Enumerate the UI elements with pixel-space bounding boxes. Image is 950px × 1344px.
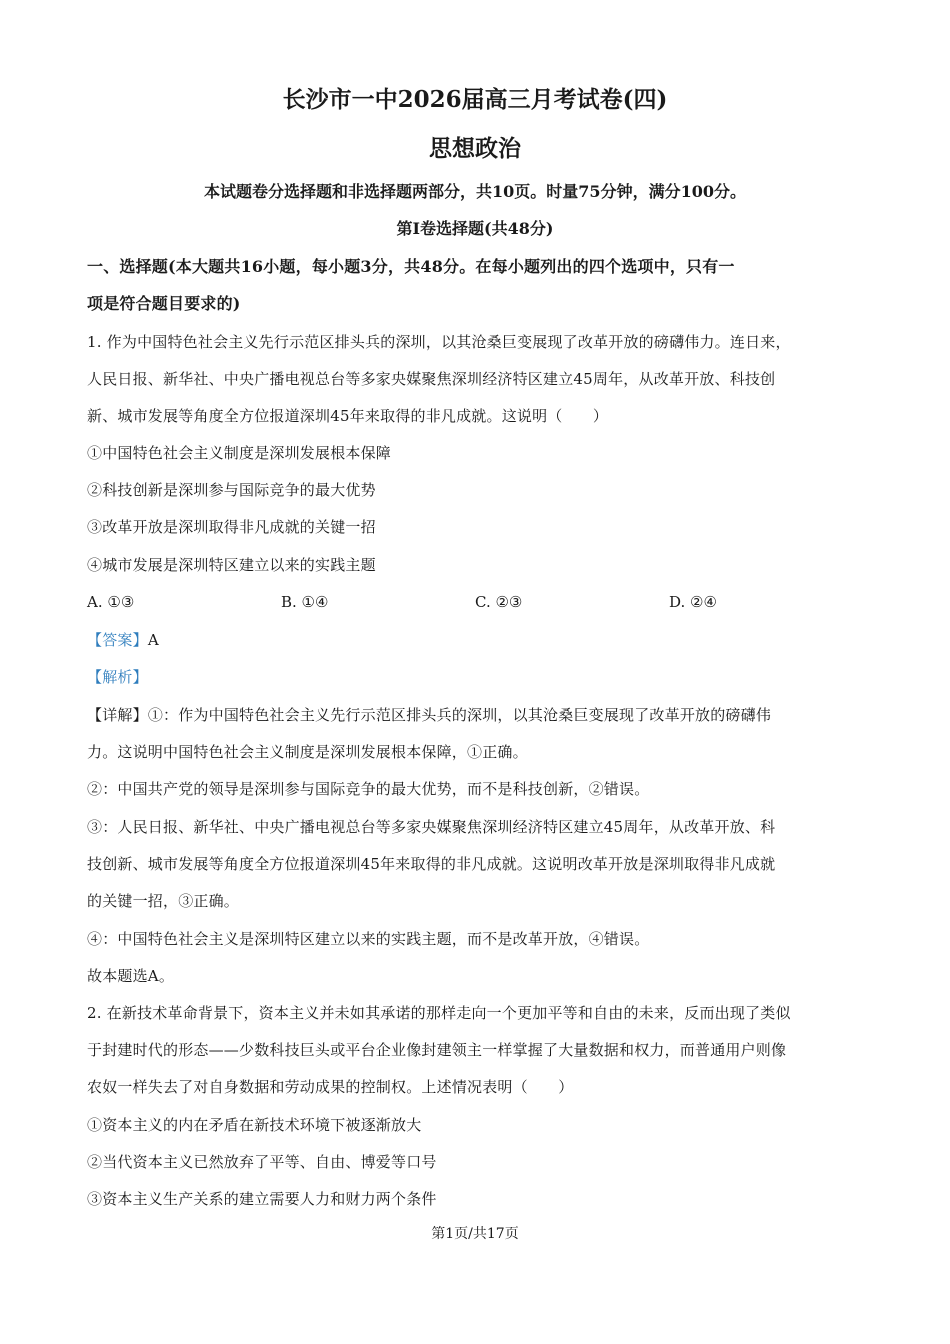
subject-title: 思想政治: [429, 135, 521, 162]
q1-detail-line-1: [87, 705, 771, 725]
q1-detail-line-7: ④：中国特色社会主义是深圳特区建立以来的实践主题，而不是改革开放，④错误。: [87, 930, 650, 948]
q1-detail-line-5: 技创新、城市发展等角度全方位报道深圳45年来取得的非凡成就。这说明改革开放是深圳取得非凡成就: [87, 855, 776, 873]
q2-stem-line-2: 于封建时代的形态——少数科技巨头或平台企业像封建领主一样掌握了大量数据和权力，而普通用户则像: [87, 1041, 787, 1059]
exam-instructions: 本试题卷分选择题和非选择题两部分，共10页。时量75分钟，满分100分。: [204, 182, 746, 201]
detail-tag: 【详解】: [87, 706, 148, 724]
q1-option-d: D. ②④: [669, 593, 717, 611]
q1-statement-2: ②科技创新是深圳参与国际竞争的最大优势: [87, 481, 376, 499]
q1-detail-text-1: ①：作为中国特色社会主义先行示范区排头兵的深圳，以其沧桑巨变展现了改革开放的磅礴伟: [147, 706, 772, 724]
q2-statement-2: ②当代资本主义已然放弃了平等、自由、博爱等口号: [87, 1153, 437, 1171]
q1-stem-line-2: 人民日报、新华社、中央广播电视总台等多家央媒聚焦深圳经济特区建立45周年，从改革开放、科技创: [87, 370, 776, 388]
q2-statement-3: ③资本主义生产关系的建立需要人力和财力两个条件: [87, 1190, 437, 1208]
q1-detail-line-6: 的关键一招，③正确。: [87, 892, 240, 910]
exam-title: 长沙市一中2026届高三月考试卷(四): [282, 86, 668, 113]
q2-stem-line-1: 2. 在新技术革命背景下，资本主义并未如其承诺的那样走向一个更加平等和自由的未来，反而出现了类似: [87, 1004, 791, 1022]
q1-option-a: A. ①③: [87, 593, 135, 611]
q1-detail-line-8: 故本题选A。: [87, 967, 175, 985]
q1-statement-3: ③改革开放是深圳取得非凡成就的关键一招: [87, 518, 376, 536]
q1-statement-1: ①中国特色社会主义制度是深圳发展根本保障: [87, 444, 392, 462]
section-heading-line-1: 一、选择题(本大题共16小题，每小题3分，共48分。在每小题列出的四个选项中，只有一: [87, 257, 735, 276]
q1-stem-line-1: 1. 作为中国特色社会主义先行示范区排头兵的深圳，以其沧桑巨变展现了改革开放的磅礴伟力。连日来，: [87, 333, 791, 351]
q1-option-c: C. ②③: [475, 593, 523, 611]
q1-answer: A: [147, 631, 159, 649]
part-title: 第Ⅰ卷选择题(共48分): [396, 219, 554, 238]
analysis-tag: 【解析】: [87, 668, 148, 686]
q1-stem-line-3: 新、城市发展等角度全方位报道深圳45年来取得的非凡成就。这说明（ ）: [87, 407, 609, 425]
q1-statement-4: ④城市发展是深圳特区建立以来的实践主题: [87, 556, 376, 574]
q1-answer-row: [87, 630, 159, 650]
page-number-footer: 第1页/共17页: [431, 1226, 519, 1242]
q1-detail-line-2: 力。这说明中国特色社会主义制度是深圳发展根本保障，①正确。: [87, 743, 528, 761]
q2-stem-line-3: 农奴一样失去了对自身数据和劳动成果的控制权。上述情况表明（ ）: [87, 1078, 574, 1096]
answer-tag: 【答案】: [87, 631, 148, 649]
q2-statement-1: ①资本主义的内在矛盾在新技术环境下被逐渐放大: [87, 1116, 422, 1134]
q1-detail-line-3: ②：中国共产党的领导是深圳参与国际竞争的最大优势，而不是科技创新，②错误。: [87, 780, 650, 798]
q1-option-b: B. ①④: [281, 593, 329, 611]
q1-detail-line-4: ③：人民日报、新华社、中央广播电视总台等多家央媒聚焦深圳经济特区建立45周年，从改革开放、科: [87, 818, 776, 836]
section-heading-line-2: 项是符合题目要求的): [87, 294, 241, 313]
